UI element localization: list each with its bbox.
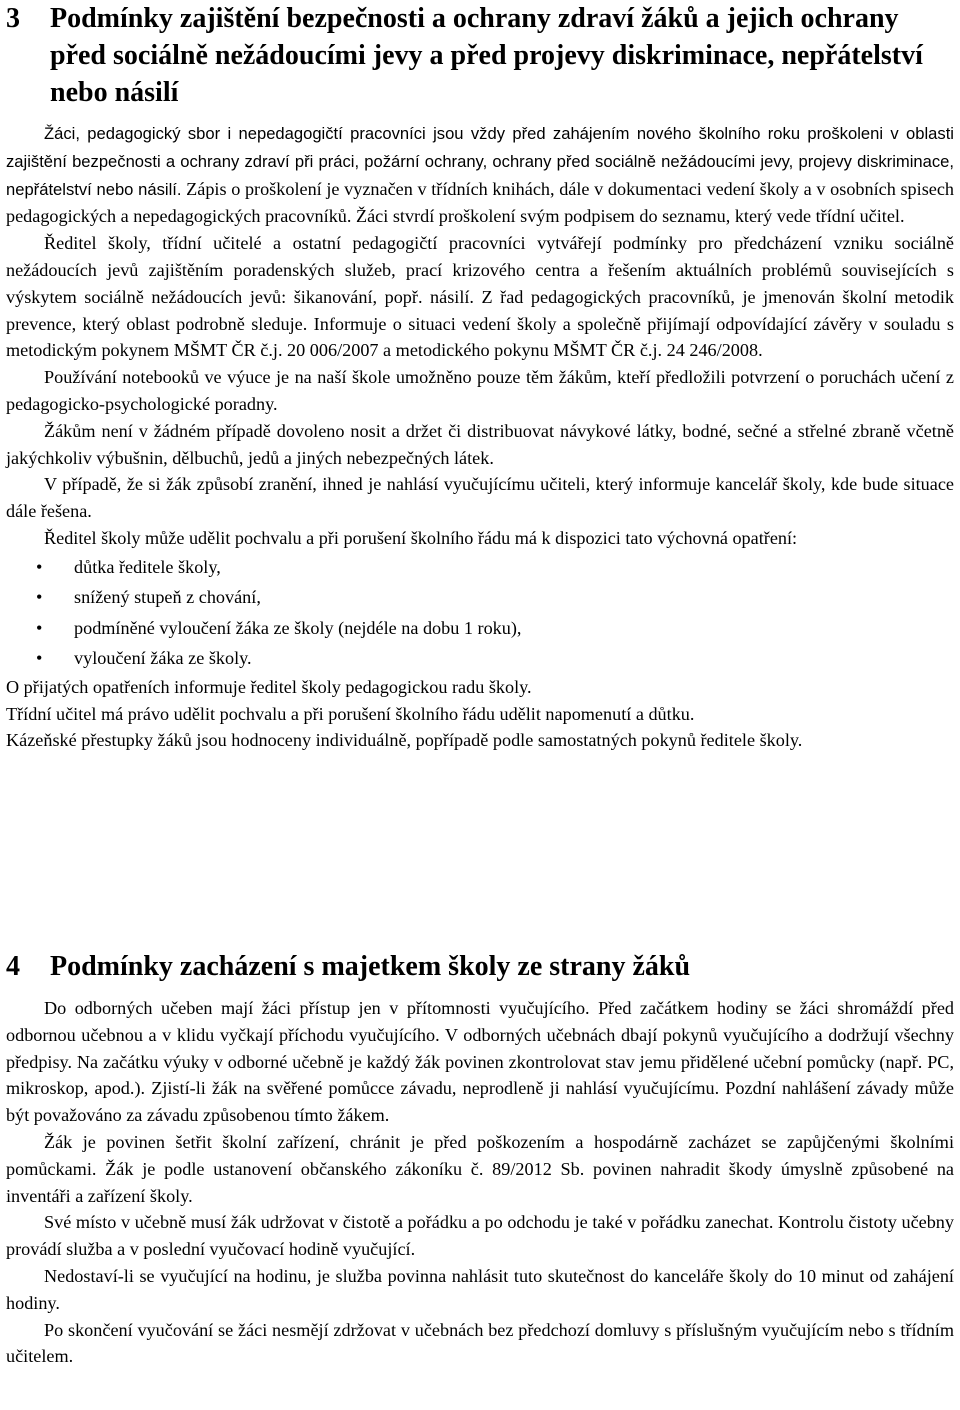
paragraph: V případě, že si žák způsobí zranění, ihned je nahlásí vyučujícímu učiteli, který informuje kancelář školy, kde bude situace dále řešena. bbox=[6, 474, 954, 522]
document-page bbox=[6, 0, 955, 1367]
paragraph: Do odborných učeben mají žáci přístup jen v přítomnosti vyučujícího. Před začátkem hodiny se žáci shromáždí před odbornou učebnou a v klidu vyčkají příchodu vyučujícího. V odborných učebnách dbají pokynů vyučujícího a dodržují všechny předpisy. Na začátku výuky v odborné učebně je každý žák povinen zkontrolovat stav jemu přidělené učební pomůcky (např. PC, mikroskop, apod.). Zjistí-li žák na svěřené pomůcce závadu, neprodleně ji nahlásí vyučujícímu. Pozdní nahlášení závady může být považováno za závadu způsobenou tímto žákem. bbox=[6, 998, 954, 1126]
section-3-title: Podmínky zajištění bezpečnosti a ochrany zdraví žáků a jejich ochrany před sociálně nežádoucími jevy a před projevy diskriminace, nepřátelství nebo násilí bbox=[50, 3, 923, 108]
paragraph: Žák je povinen šetřit školní zařízení, chránit je před poškozením a hospodárně zacházet se zapůjčenými školními pomůckami. Žák je podle ustanovení občanského zákoníku č. 89/2012 Sb. povinen nahradit škody úmyslně způsobené na inventáři a zařízení školy. bbox=[6, 1131, 954, 1206]
list-item bbox=[6, 582, 954, 613]
section-3-body bbox=[6, 120, 954, 754]
section-4-number: 4 bbox=[6, 951, 20, 982]
section-4-body bbox=[6, 995, 954, 1370]
list-item-text: snížený stupeň z chování, bbox=[74, 587, 261, 608]
list-item bbox=[6, 613, 954, 644]
bullet-icon: • bbox=[36, 587, 43, 608]
paragraph: Třídní učitel má právo udělit pochvalu a při porušení školního řádu udělit napomenutí a důtku. bbox=[6, 703, 695, 724]
paragraph: Používání notebooků ve výuce je na naší škole umožněno pouze těm žákům, kteří předložili potvrzení o poruchách učení z pedagogicko-psychologické poradny. bbox=[6, 367, 954, 414]
paragraph-sans-part: Žáci, pedagogický sbor i nepedagogičtí pracovníci jsou vždy před zahájením nového školního roku proškoleni v oblasti zajištění bezpečnosti a ochrany zdraví při práci, požární ochrany, ochrany před sociálně nežádoucími jevy, projevy diskriminace, nepřátelství nebo násilí. bbox=[6, 124, 954, 199]
paragraph: Své místo v učebně musí žák udržovat v čistotě a pořádku a po odchodu je také v pořádku zanechat. Kontrolu čistoty učebny provádí služba a v poslední vyučovací hodině vyučující. bbox=[6, 1212, 954, 1260]
bullet-icon: • bbox=[36, 556, 43, 577]
bullet-icon: • bbox=[36, 617, 43, 638]
list-item bbox=[6, 552, 954, 583]
list-item bbox=[6, 643, 954, 674]
list-item-text: důtka ředitele školy, bbox=[74, 556, 221, 577]
bullet-icon: • bbox=[36, 648, 43, 669]
measures-list bbox=[6, 552, 954, 674]
list-item-text: podmíněné vyloučení žáka ze školy (nejdéle na dobu 1 roku), bbox=[74, 617, 522, 638]
section-3-heading bbox=[6, 0, 954, 111]
paragraph: Ředitel školy může udělit pochvalu a při porušení školního řádu má k dispozici tato výchovná opatření: bbox=[44, 527, 798, 548]
paragraph: Nedostaví-li se vyučující na hodinu, je služba povinna nahlásit tuto skutečnost do kanceláře školy do 10 minut od zahájení hodiny. bbox=[6, 1265, 954, 1313]
paragraph: Kázeňské přestupky žáků jsou hodnoceny individuálně, popřípadě podle samostatných pokynů ředitele školy. bbox=[6, 730, 803, 751]
section-3-number: 3 bbox=[6, 3, 20, 34]
section-4-heading bbox=[6, 948, 690, 985]
paragraph bbox=[6, 120, 954, 230]
section-4-title: Podmínky zacházení s majetkem školy ze strany žáků bbox=[50, 951, 691, 982]
list-item-text: vyloučení žáka ze školy. bbox=[74, 648, 252, 669]
paragraph-serif-part: Zápis o proškolení je vyznačen v třídních knihách, dále v dokumentaci vedení školy a v osobních spisech pedagogických a nepedagogických pracovníků. Žáci stvrdí proškolení svým podpisem do seznamu, který vede třídní učitel. bbox=[6, 178, 955, 227]
paragraph: Po skončení vyučování se žáci nesmějí zdržovat v učebnách bez předchozí domluvy s příslušným vyučujícím nebo s třídním učitelem. bbox=[6, 1319, 954, 1367]
paragraph: O přijatých opatřeních informuje ředitel školy pedagogickou radu školy. bbox=[6, 676, 532, 697]
paragraph: Ředitel školy, třídní učitelé a ostatní pedagogičtí pracovníci vytvářejí podmínky pro předcházení vzniku sociálně nežádoucích jevů zajištěním poradenských služeb, prací krizového centra a řešením aktuálních problémů souvisejících s výskytem sociálně nežádoucích jevů: šikanování, popř. násilí. Z řad pedagogických pracovníků, je jmenován školní metodik prevence, který oblast podrobně sleduje. Informuje o situaci vedení školy a společně přijímají odpovídající závěry v souladu s metodickým pokynem MŠMT ČR č.j. 20 006/2007 a metodického pokynu MŠMT ČR č.j. 24 246/2008. bbox=[6, 233, 954, 361]
paragraph: Žákům není v žádném případě dovoleno nosit a držet či distribuovat návykové látky, bodné, sečné a střelné zbraně včetně jakýchkoliv výbušnin, dělbuchů, jedů a jiných nebezpečných látek. bbox=[6, 420, 954, 468]
